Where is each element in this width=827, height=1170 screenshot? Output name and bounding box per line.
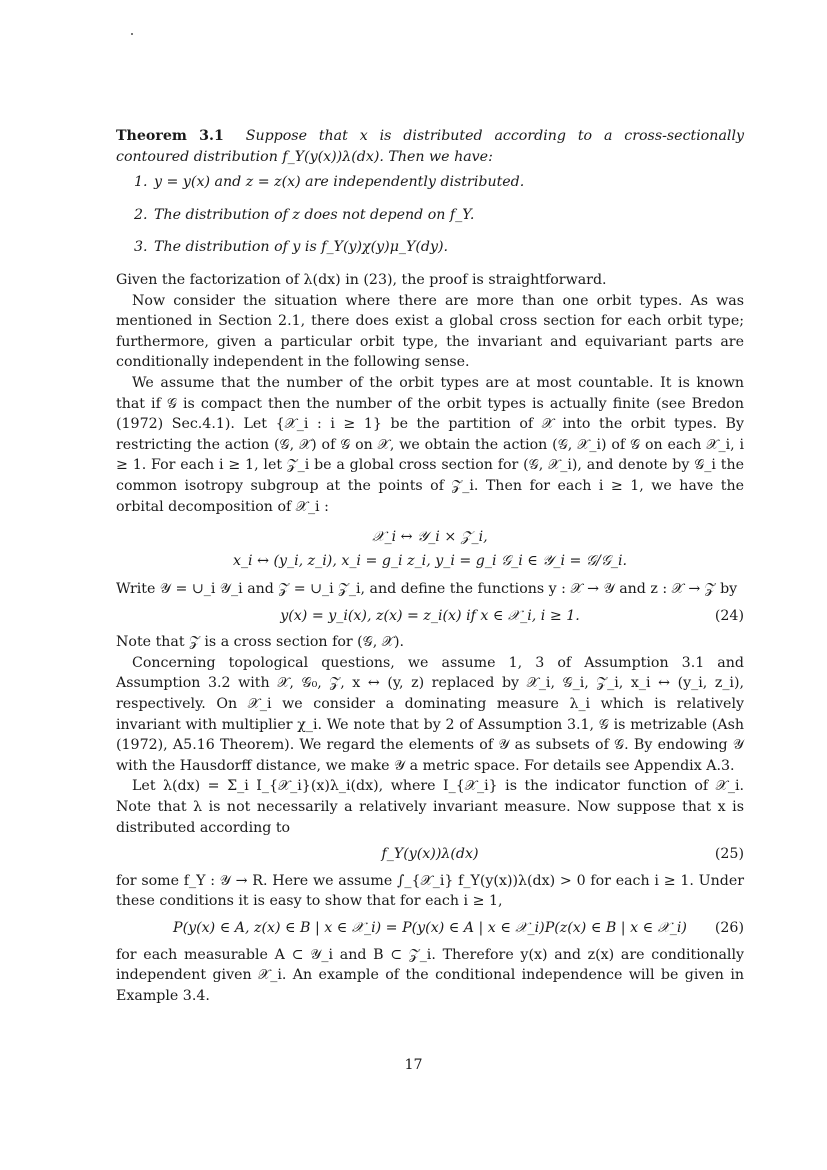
paragraph-write: Write 𝒴 = ∪_i 𝒴_i and 𝒵 = ∪_i 𝒵_i, and define the functions y : 𝒳 → 𝒴 and z : 𝒳 → 𝒵 by — [116, 581, 738, 598]
paragraph-proof: Given the factorization of λ(dx) in (23), the proof is straightforward. — [116, 271, 607, 288]
theorem-statement — [116, 126, 744, 167]
paragraph-measure: Let λ(dx) = Σ_i I_{𝒳_i}(x)λ_i(dx), where I_{𝒳_i} is the indicator function of 𝒳_i. Note that λ is not necessarily a relatively invariant measure. Now suppose that x is distributed according to — [116, 778, 744, 836]
theorem-items — [116, 172, 744, 258]
equation-26-body: P(y(x) ∈ A, z(x) ∈ B | x ∈ 𝒳_i) = P(y(x) ∈ A | x ∈ 𝒳_i)P(z(x) ∈ B | x ∈ 𝒳_i) — [173, 920, 687, 936]
orbital-decomposition — [116, 525, 744, 573]
scan-speck — [131, 33, 133, 35]
equation-26-label: (26) — [714, 920, 744, 936]
item-text: The distribution of y is f_Y(y)χ(y)μ_Y(dy). — [154, 239, 449, 256]
page-number: 17 — [404, 1057, 423, 1073]
equation-24-label: (24) — [714, 607, 744, 624]
item-number: 2. — [134, 206, 148, 223]
equation-25 — [116, 844, 744, 865]
equation-26 — [116, 918, 744, 939]
paragraph-conclusion: for each measurable A ⊂ 𝒴_i and B ⊂ 𝒵_i. Therefore y(x) and z(x) are conditionally independent given 𝒳_i. An example of the conditional independence will be given in Example 3.4. — [116, 946, 744, 1004]
equation-25-body: f_Y(y(x))λ(dx) — [381, 846, 479, 863]
theorem-text: Suppose that x is distributed according to a cross-sectionally contoured distribution f_Y(y(x))λ(dx). Then we have: — [116, 128, 744, 165]
paragraph-orbit-types: Now consider the situation where there are more than one orbit types. As was mentioned in Section 2.1, there does exist a global cross section for each orbit type; furthermore, given a particular orbit type, the invariant and equivariant parts are conditionally independent in the following sense. — [116, 292, 744, 371]
equation-24-body: y(x) = y_i(x), z(x) = z_i(x) if x ∈ 𝒳_i, i ≥ 1. — [280, 607, 580, 624]
equation-25-label: (25) — [714, 846, 744, 863]
item-number: 3. — [134, 239, 148, 256]
paragraph-topology: Concerning topological questions, we assume 1, 3 of Assumption 3.1 and Assumption 3.2 with 𝒳, 𝒢₀, 𝒵, x ↔ (y, z) replaced by 𝒳_i, 𝒢_i, 𝒵_i, x_i ↔ (y_i, z_i), respectively. On 𝒳_i we consider a dominating measure λ_i which is relatively invariant with multiplier χ_i. We note that by 2 of Assumption 3.1, 𝒢 is metrizable (Ash (1972), A5.16 Theorem). We regard the elements of 𝒴 as subsets of 𝒢. By endowing 𝒴 with the Hausdorff distance, we make 𝒴 a metric space. For details see Appendix A.3. — [116, 654, 744, 774]
item-text: y = y(x) and z = z(x) are independently distributed. — [154, 174, 525, 191]
paragraph-note: Note that 𝒵 is a cross section for (𝒢, 𝒳). — [116, 634, 405, 651]
equation-24 — [116, 606, 744, 627]
item-number: 1. — [134, 174, 148, 191]
theorem-item — [134, 205, 744, 226]
decomposition-line-1: 𝒳_i ↔ 𝒴_i × 𝒵_i, — [372, 529, 488, 546]
theorem-label: Theorem 3.1 — [116, 128, 224, 144]
item-text: The distribution of z does not depend on f_Y. — [154, 206, 475, 223]
theorem-item — [134, 172, 744, 193]
paragraph-countable: We assume that the number of the orbit types are at most countable. It is known that if 𝒢 is compact then the number of the orbit types is actually finite (see Bredon (1972) Sec.4.1). Let {𝒳_i : i ≥ 1} be the partition of 𝒳 into the orbit types. By restricting the action (𝒢, 𝒳) of 𝒢 on 𝒳, we obtain the action (𝒢, 𝒳_i) of 𝒢 on each 𝒳_i, i ≥ 1. For each i ≥ 1, let 𝒵_i be a global cross section for (𝒢, 𝒳_i), and denote by 𝒢_i the common isotropy subgroup at the points of 𝒵_i. Then for each i ≥ 1, we have the orbital decomposition of 𝒳_i : — [116, 374, 744, 515]
page-body — [116, 126, 744, 1006]
decomposition-line-2: x_i ↔ (y_i, z_i), x_i = g_i z_i, y_i = g_i 𝒢_i ∈ 𝒴_i = 𝒢/𝒢_i. — [232, 553, 628, 570]
theorem-item — [134, 237, 744, 258]
paragraph-conditions: for some f_Y : 𝒴 → R. Here we assume ∫_{𝒳_i} f_Y(y(x))λ(dx) > 0 for each i ≥ 1. Under these conditions it is easy to show that for each i ≥ 1, — [116, 872, 744, 910]
